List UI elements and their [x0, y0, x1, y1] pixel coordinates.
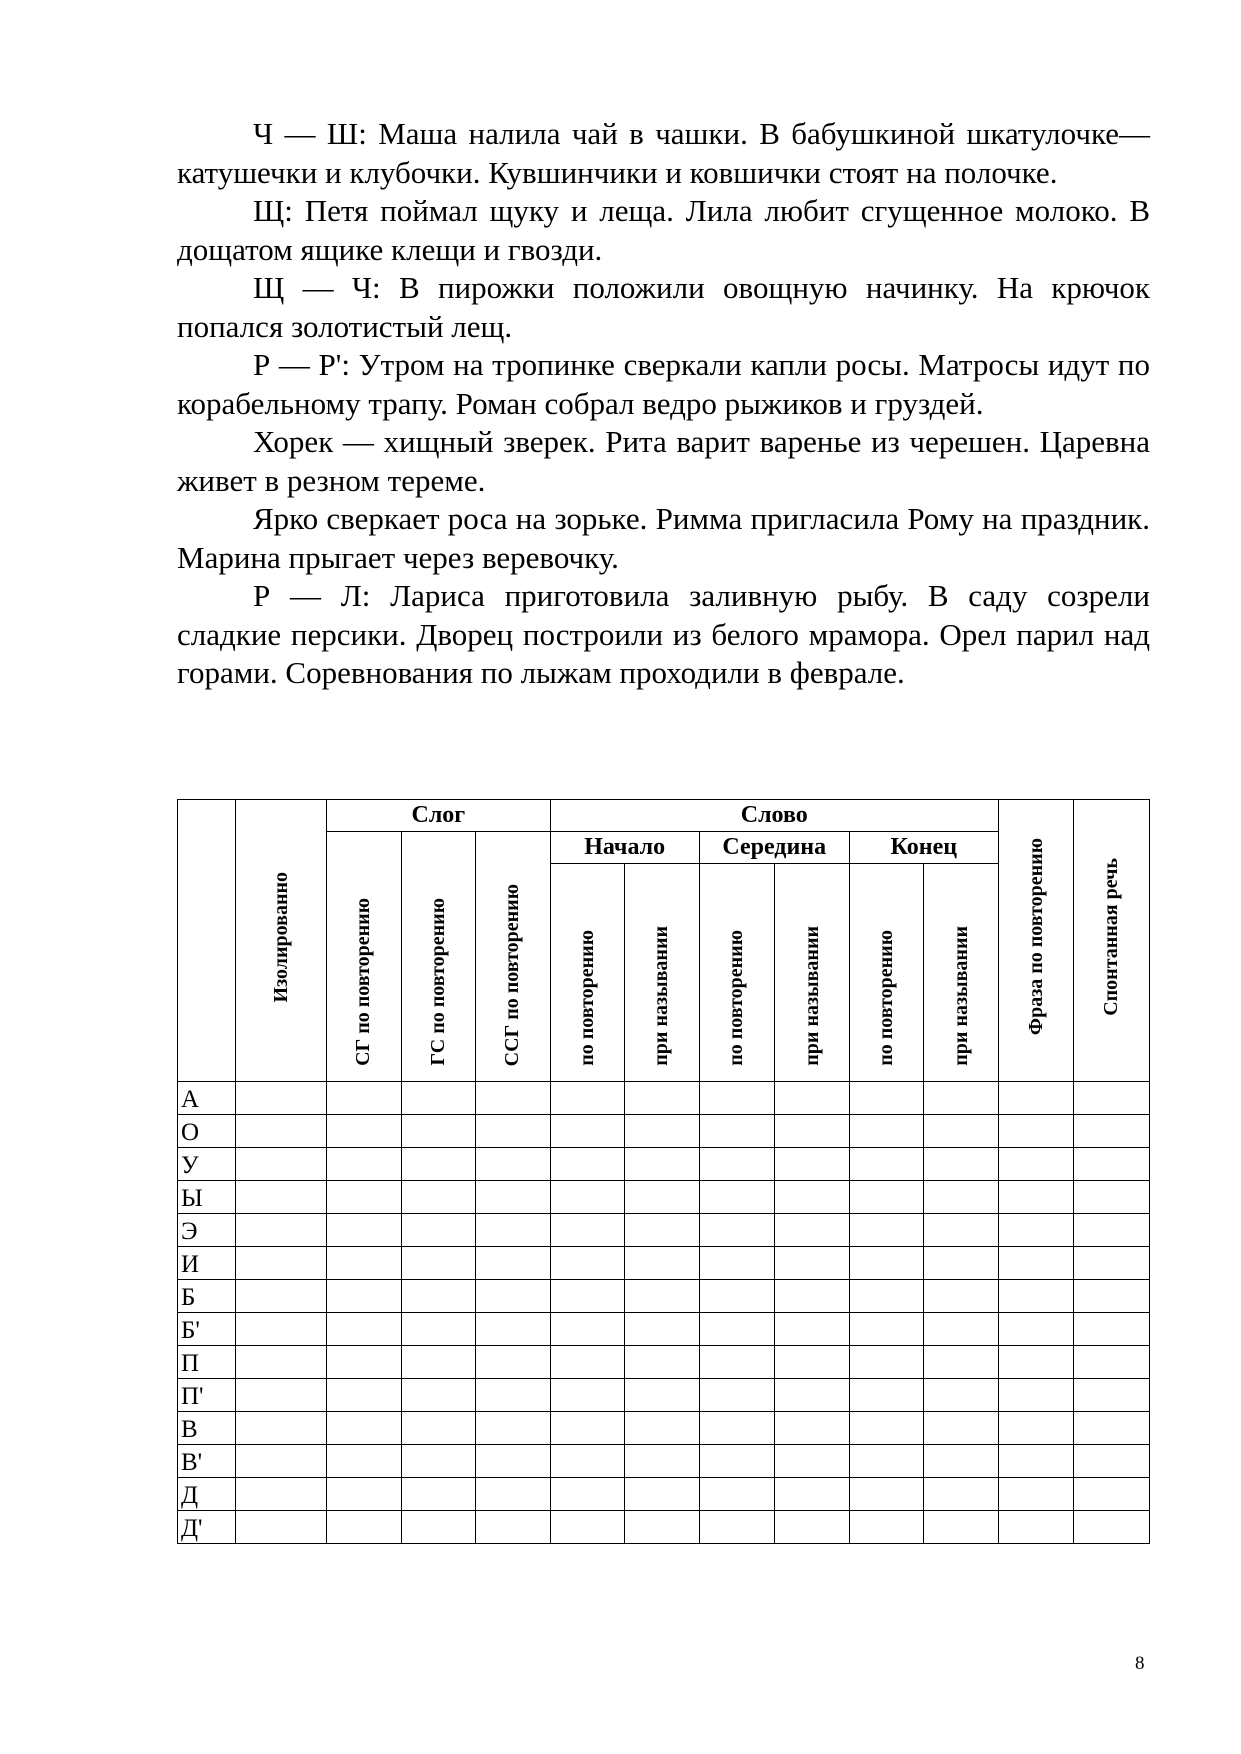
col-end-name: при назывании: [924, 864, 999, 1082]
col-start-repeat: по повторению: [550, 864, 625, 1082]
table-cell[interactable]: [401, 1445, 476, 1478]
row-letter: П: [178, 1346, 236, 1379]
table-cell[interactable]: [550, 1247, 625, 1280]
table-body: [178, 1082, 1150, 1544]
table-cell[interactable]: [625, 1247, 700, 1280]
table-cell[interactable]: [550, 1214, 625, 1247]
table-cell[interactable]: [550, 1115, 625, 1148]
table-cell[interactable]: [625, 1412, 700, 1445]
table-cell[interactable]: [476, 1511, 551, 1544]
table-row: [178, 1082, 1150, 1115]
table-cell[interactable]: [775, 1511, 850, 1544]
table-cell[interactable]: [236, 1280, 327, 1313]
table-cell[interactable]: [401, 1313, 476, 1346]
table-cell[interactable]: [327, 1478, 402, 1511]
table-cell[interactable]: [401, 1280, 476, 1313]
table-cell[interactable]: [699, 1478, 775, 1511]
col-ssg: ССГ по повторению: [476, 832, 551, 1082]
table-row: [178, 1478, 1150, 1511]
table-cell[interactable]: [998, 1445, 1074, 1478]
table-cell[interactable]: [401, 1478, 476, 1511]
col-middle-name: при назывании: [775, 864, 850, 1082]
table-cell[interactable]: [625, 1181, 700, 1214]
table-cell[interactable]: [1074, 1247, 1150, 1280]
col-start-name: при назывании: [625, 864, 700, 1082]
table-cell[interactable]: [924, 1478, 999, 1511]
table-row: [178, 1247, 1150, 1280]
table-row: [178, 1346, 1150, 1379]
table-cell[interactable]: [775, 1313, 850, 1346]
table-cell[interactable]: [1074, 1511, 1150, 1544]
table-cell[interactable]: [236, 1511, 327, 1544]
table-cell[interactable]: [327, 1247, 402, 1280]
table-cell[interactable]: [998, 1412, 1074, 1445]
table-cell[interactable]: [550, 1511, 625, 1544]
corner-cell: [178, 800, 236, 1082]
table-cell[interactable]: [849, 1379, 924, 1412]
table-cell[interactable]: [327, 1181, 402, 1214]
paragraph: Щ: Петя поймал щуку и леща. Лила любит сгущенное молоко. В дощатом ящике клещи и гвозди.: [177, 193, 1150, 267]
table-cell[interactable]: [401, 1148, 476, 1181]
table-cell[interactable]: [476, 1445, 551, 1478]
table-cell[interactable]: [476, 1313, 551, 1346]
paragraph: Р — Л: Лариса приготовила заливную рыбу. В саду созрели сладкие персики. Дворец построили из белого мрамора. Орел парил над горами. Соревнования по лыжам проходили в феврале.: [177, 578, 1150, 690]
table-cell[interactable]: [924, 1247, 999, 1280]
table-cell[interactable]: [775, 1181, 850, 1214]
table-cell[interactable]: [236, 1346, 327, 1379]
table-cell[interactable]: [401, 1511, 476, 1544]
table-cell[interactable]: [625, 1379, 700, 1412]
table-cell[interactable]: [699, 1214, 775, 1247]
table-cell[interactable]: [775, 1082, 850, 1115]
table-cell[interactable]: [625, 1511, 700, 1544]
table-cell[interactable]: [924, 1379, 999, 1412]
table-cell[interactable]: [625, 1082, 700, 1115]
table-row: [178, 1379, 1150, 1412]
table-cell[interactable]: [699, 1115, 775, 1148]
table-cell[interactable]: [849, 1082, 924, 1115]
table-cell[interactable]: [550, 1346, 625, 1379]
table-cell[interactable]: [327, 1412, 402, 1445]
table-cell[interactable]: [849, 1346, 924, 1379]
table-row: [178, 1280, 1150, 1313]
header-row-1: [178, 800, 1150, 832]
table-cell[interactable]: [998, 1280, 1074, 1313]
table-cell[interactable]: [625, 1214, 700, 1247]
table-row: [178, 1115, 1150, 1148]
table-cell[interactable]: [625, 1148, 700, 1181]
col-middle-repeat: по повторению: [699, 864, 775, 1082]
table-cell[interactable]: [550, 1181, 625, 1214]
table-cell[interactable]: [236, 1148, 327, 1181]
table-cell[interactable]: [327, 1346, 402, 1379]
table-cell[interactable]: [998, 1247, 1074, 1280]
table-cell[interactable]: [924, 1115, 999, 1148]
table-cell[interactable]: [1074, 1478, 1150, 1511]
row-letter: Д: [178, 1478, 236, 1511]
table-cell[interactable]: [1074, 1115, 1150, 1148]
table-cell[interactable]: [775, 1379, 850, 1412]
table-cell[interactable]: [401, 1412, 476, 1445]
table-cell[interactable]: [550, 1313, 625, 1346]
col-syllable: Слог: [327, 800, 551, 832]
row-letter: Б': [178, 1313, 236, 1346]
table-cell[interactable]: [998, 1148, 1074, 1181]
table-cell[interactable]: [998, 1115, 1074, 1148]
table-cell[interactable]: [327, 1313, 402, 1346]
table-cell[interactable]: [401, 1115, 476, 1148]
table-cell[interactable]: [924, 1511, 999, 1544]
table-cell[interactable]: [1074, 1313, 1150, 1346]
table-cell[interactable]: [327, 1214, 402, 1247]
table-cell[interactable]: [849, 1511, 924, 1544]
row-letter: О: [178, 1115, 236, 1148]
table-cell[interactable]: [998, 1478, 1074, 1511]
paragraph: Р — Р': Утром на тропинке сверкали капли росы. Матросы идут по корабельному трапу. Роман собрал ведро рыжиков и груздей.: [177, 347, 1150, 421]
table-cell[interactable]: [550, 1280, 625, 1313]
table-cell[interactable]: [1074, 1346, 1150, 1379]
table-cell[interactable]: [998, 1511, 1074, 1544]
table-cell[interactable]: [699, 1346, 775, 1379]
table-cell[interactable]: [236, 1247, 327, 1280]
row-letter: У: [178, 1148, 236, 1181]
table-row: [178, 1148, 1150, 1181]
col-sg: СГ по повторению: [327, 832, 402, 1082]
table-cell[interactable]: [924, 1082, 999, 1115]
table-cell[interactable]: [849, 1214, 924, 1247]
table-cell[interactable]: [401, 1379, 476, 1412]
table-cell[interactable]: [327, 1280, 402, 1313]
table-cell[interactable]: [924, 1181, 999, 1214]
table-row: [178, 1445, 1150, 1478]
col-end: Конец: [849, 832, 998, 864]
table-cell[interactable]: [476, 1478, 551, 1511]
table-cell[interactable]: [998, 1181, 1074, 1214]
table-cell[interactable]: [236, 1478, 327, 1511]
row-letter: Б: [178, 1280, 236, 1313]
row-letter: В: [178, 1412, 236, 1445]
table-cell[interactable]: [236, 1115, 327, 1148]
row-letter: П': [178, 1379, 236, 1412]
row-letter: Ы: [178, 1181, 236, 1214]
table-cell[interactable]: [998, 1214, 1074, 1247]
table-cell[interactable]: [236, 1313, 327, 1346]
table-cell[interactable]: [550, 1148, 625, 1181]
page-number: 8: [1135, 1653, 1145, 1674]
table-cell[interactable]: [924, 1313, 999, 1346]
table-cell[interactable]: [699, 1280, 775, 1313]
table-cell[interactable]: [775, 1478, 850, 1511]
table-cell[interactable]: [401, 1082, 476, 1115]
table-cell[interactable]: [849, 1148, 924, 1181]
table-cell[interactable]: [849, 1280, 924, 1313]
table-row: [178, 1412, 1150, 1445]
table-cell[interactable]: [476, 1214, 551, 1247]
row-letter: И: [178, 1247, 236, 1280]
table-cell[interactable]: [476, 1148, 551, 1181]
paragraph: Ч — Ш: Маша налила чай в чашки. В бабушкиной шкатулочке— катушечки и клубочки. Кувшинчики и ковшички стоят на полочке.: [177, 116, 1150, 190]
table-cell[interactable]: [699, 1148, 775, 1181]
table-cell[interactable]: [1074, 1214, 1150, 1247]
table-cell[interactable]: [924, 1445, 999, 1478]
table-cell[interactable]: [236, 1214, 327, 1247]
assessment-table: [177, 799, 1150, 1544]
text-block: [177, 115, 1150, 693]
table-cell[interactable]: [1074, 1379, 1150, 1412]
table-cell[interactable]: [775, 1346, 850, 1379]
table-cell[interactable]: [327, 1379, 402, 1412]
table-cell[interactable]: [401, 1247, 476, 1280]
table-cell[interactable]: [236, 1181, 327, 1214]
table-cell[interactable]: [775, 1214, 850, 1247]
table-cell[interactable]: [236, 1082, 327, 1115]
table-cell[interactable]: [476, 1181, 551, 1214]
table-cell[interactable]: [849, 1115, 924, 1148]
table-cell[interactable]: [699, 1082, 775, 1115]
table-cell[interactable]: [924, 1346, 999, 1379]
table-cell[interactable]: [775, 1280, 850, 1313]
table-cell[interactable]: [775, 1412, 850, 1445]
table-cell[interactable]: [998, 1379, 1074, 1412]
table-cell[interactable]: [998, 1082, 1074, 1115]
row-letter: Д': [178, 1511, 236, 1544]
table-cell[interactable]: [699, 1445, 775, 1478]
table-cell[interactable]: [327, 1511, 402, 1544]
table-cell[interactable]: [476, 1247, 551, 1280]
table-cell[interactable]: [625, 1478, 700, 1511]
row-letter: В': [178, 1445, 236, 1478]
table-cell[interactable]: [924, 1412, 999, 1445]
table-cell[interactable]: [699, 1511, 775, 1544]
table-cell[interactable]: [849, 1181, 924, 1214]
col-speech: Спонтанная речь: [1074, 800, 1150, 1082]
table-cell[interactable]: [625, 1280, 700, 1313]
table-cell[interactable]: [1074, 1181, 1150, 1214]
table-cell[interactable]: [849, 1412, 924, 1445]
table-cell[interactable]: [476, 1115, 551, 1148]
col-isolated: Изолированно: [236, 800, 327, 1082]
table-row: [178, 1313, 1150, 1346]
table-cell[interactable]: [849, 1478, 924, 1511]
table-cell[interactable]: [550, 1445, 625, 1478]
table-cell[interactable]: [1074, 1445, 1150, 1478]
table-cell[interactable]: [1074, 1412, 1150, 1445]
table-cell[interactable]: [401, 1346, 476, 1379]
table-cell[interactable]: [699, 1181, 775, 1214]
table-row: [178, 1214, 1150, 1247]
table-cell[interactable]: [625, 1346, 700, 1379]
table-cell[interactable]: [699, 1412, 775, 1445]
row-letter: Э: [178, 1214, 236, 1247]
table-cell[interactable]: [476, 1082, 551, 1115]
table-cell[interactable]: [1074, 1148, 1150, 1181]
table-cell[interactable]: [775, 1115, 850, 1148]
col-start: Начало: [550, 832, 699, 864]
col-end-repeat: по повторению: [849, 864, 924, 1082]
table-cell[interactable]: [998, 1346, 1074, 1379]
table-cell[interactable]: [550, 1478, 625, 1511]
table-cell[interactable]: [1074, 1280, 1150, 1313]
table-cell[interactable]: [849, 1313, 924, 1346]
table-cell[interactable]: [327, 1148, 402, 1181]
table-cell[interactable]: [625, 1313, 700, 1346]
col-word: Слово: [550, 800, 998, 832]
table-cell[interactable]: [236, 1412, 327, 1445]
table-cell[interactable]: [849, 1445, 924, 1478]
table-cell[interactable]: [327, 1082, 402, 1115]
table-cell[interactable]: [401, 1181, 476, 1214]
table-row: [178, 1511, 1150, 1544]
table-cell[interactable]: [924, 1214, 999, 1247]
table-cell[interactable]: [849, 1247, 924, 1280]
table-cell[interactable]: [699, 1247, 775, 1280]
table-cell[interactable]: [998, 1313, 1074, 1346]
col-gs: ГС по повторению: [401, 832, 476, 1082]
table-cell[interactable]: [924, 1148, 999, 1181]
table-cell[interactable]: [401, 1214, 476, 1247]
table-cell[interactable]: [236, 1379, 327, 1412]
table-cell[interactable]: [236, 1445, 327, 1478]
table-cell[interactable]: [476, 1346, 551, 1379]
paragraph: Хорек — хищный зверек. Рита варит варенье из черешен. Царевна живет в резном тереме.: [177, 424, 1150, 498]
table-cell[interactable]: [1074, 1082, 1150, 1115]
table-cell[interactable]: [476, 1280, 551, 1313]
row-letter: А: [178, 1082, 236, 1115]
table-cell[interactable]: [775, 1247, 850, 1280]
col-phrase: Фраза по повторению: [998, 800, 1074, 1082]
table-cell[interactable]: [550, 1082, 625, 1115]
table-cell[interactable]: [775, 1445, 850, 1478]
table-cell[interactable]: [775, 1148, 850, 1181]
table-cell[interactable]: [327, 1445, 402, 1478]
paragraph: Ярко сверкает роса на зорьке. Римма пригласила Рому на праздник. Марина прыгает через веревочку.: [177, 501, 1150, 575]
table-cell[interactable]: [625, 1445, 700, 1478]
table-row: [178, 1181, 1150, 1214]
table-cell[interactable]: [625, 1115, 700, 1148]
table-cell[interactable]: [476, 1379, 551, 1412]
col-middle: Середина: [699, 832, 849, 864]
table-cell[interactable]: [550, 1379, 625, 1412]
table-cell[interactable]: [924, 1280, 999, 1313]
table-cell[interactable]: [699, 1313, 775, 1346]
table-cell[interactable]: [327, 1115, 402, 1148]
paragraph: Щ — Ч: В пирожки положили овощную начинку. На крючок попался золотистый лещ.: [177, 270, 1150, 344]
table-cell[interactable]: [699, 1379, 775, 1412]
table-cell[interactable]: [476, 1412, 551, 1445]
table-cell[interactable]: [550, 1412, 625, 1445]
